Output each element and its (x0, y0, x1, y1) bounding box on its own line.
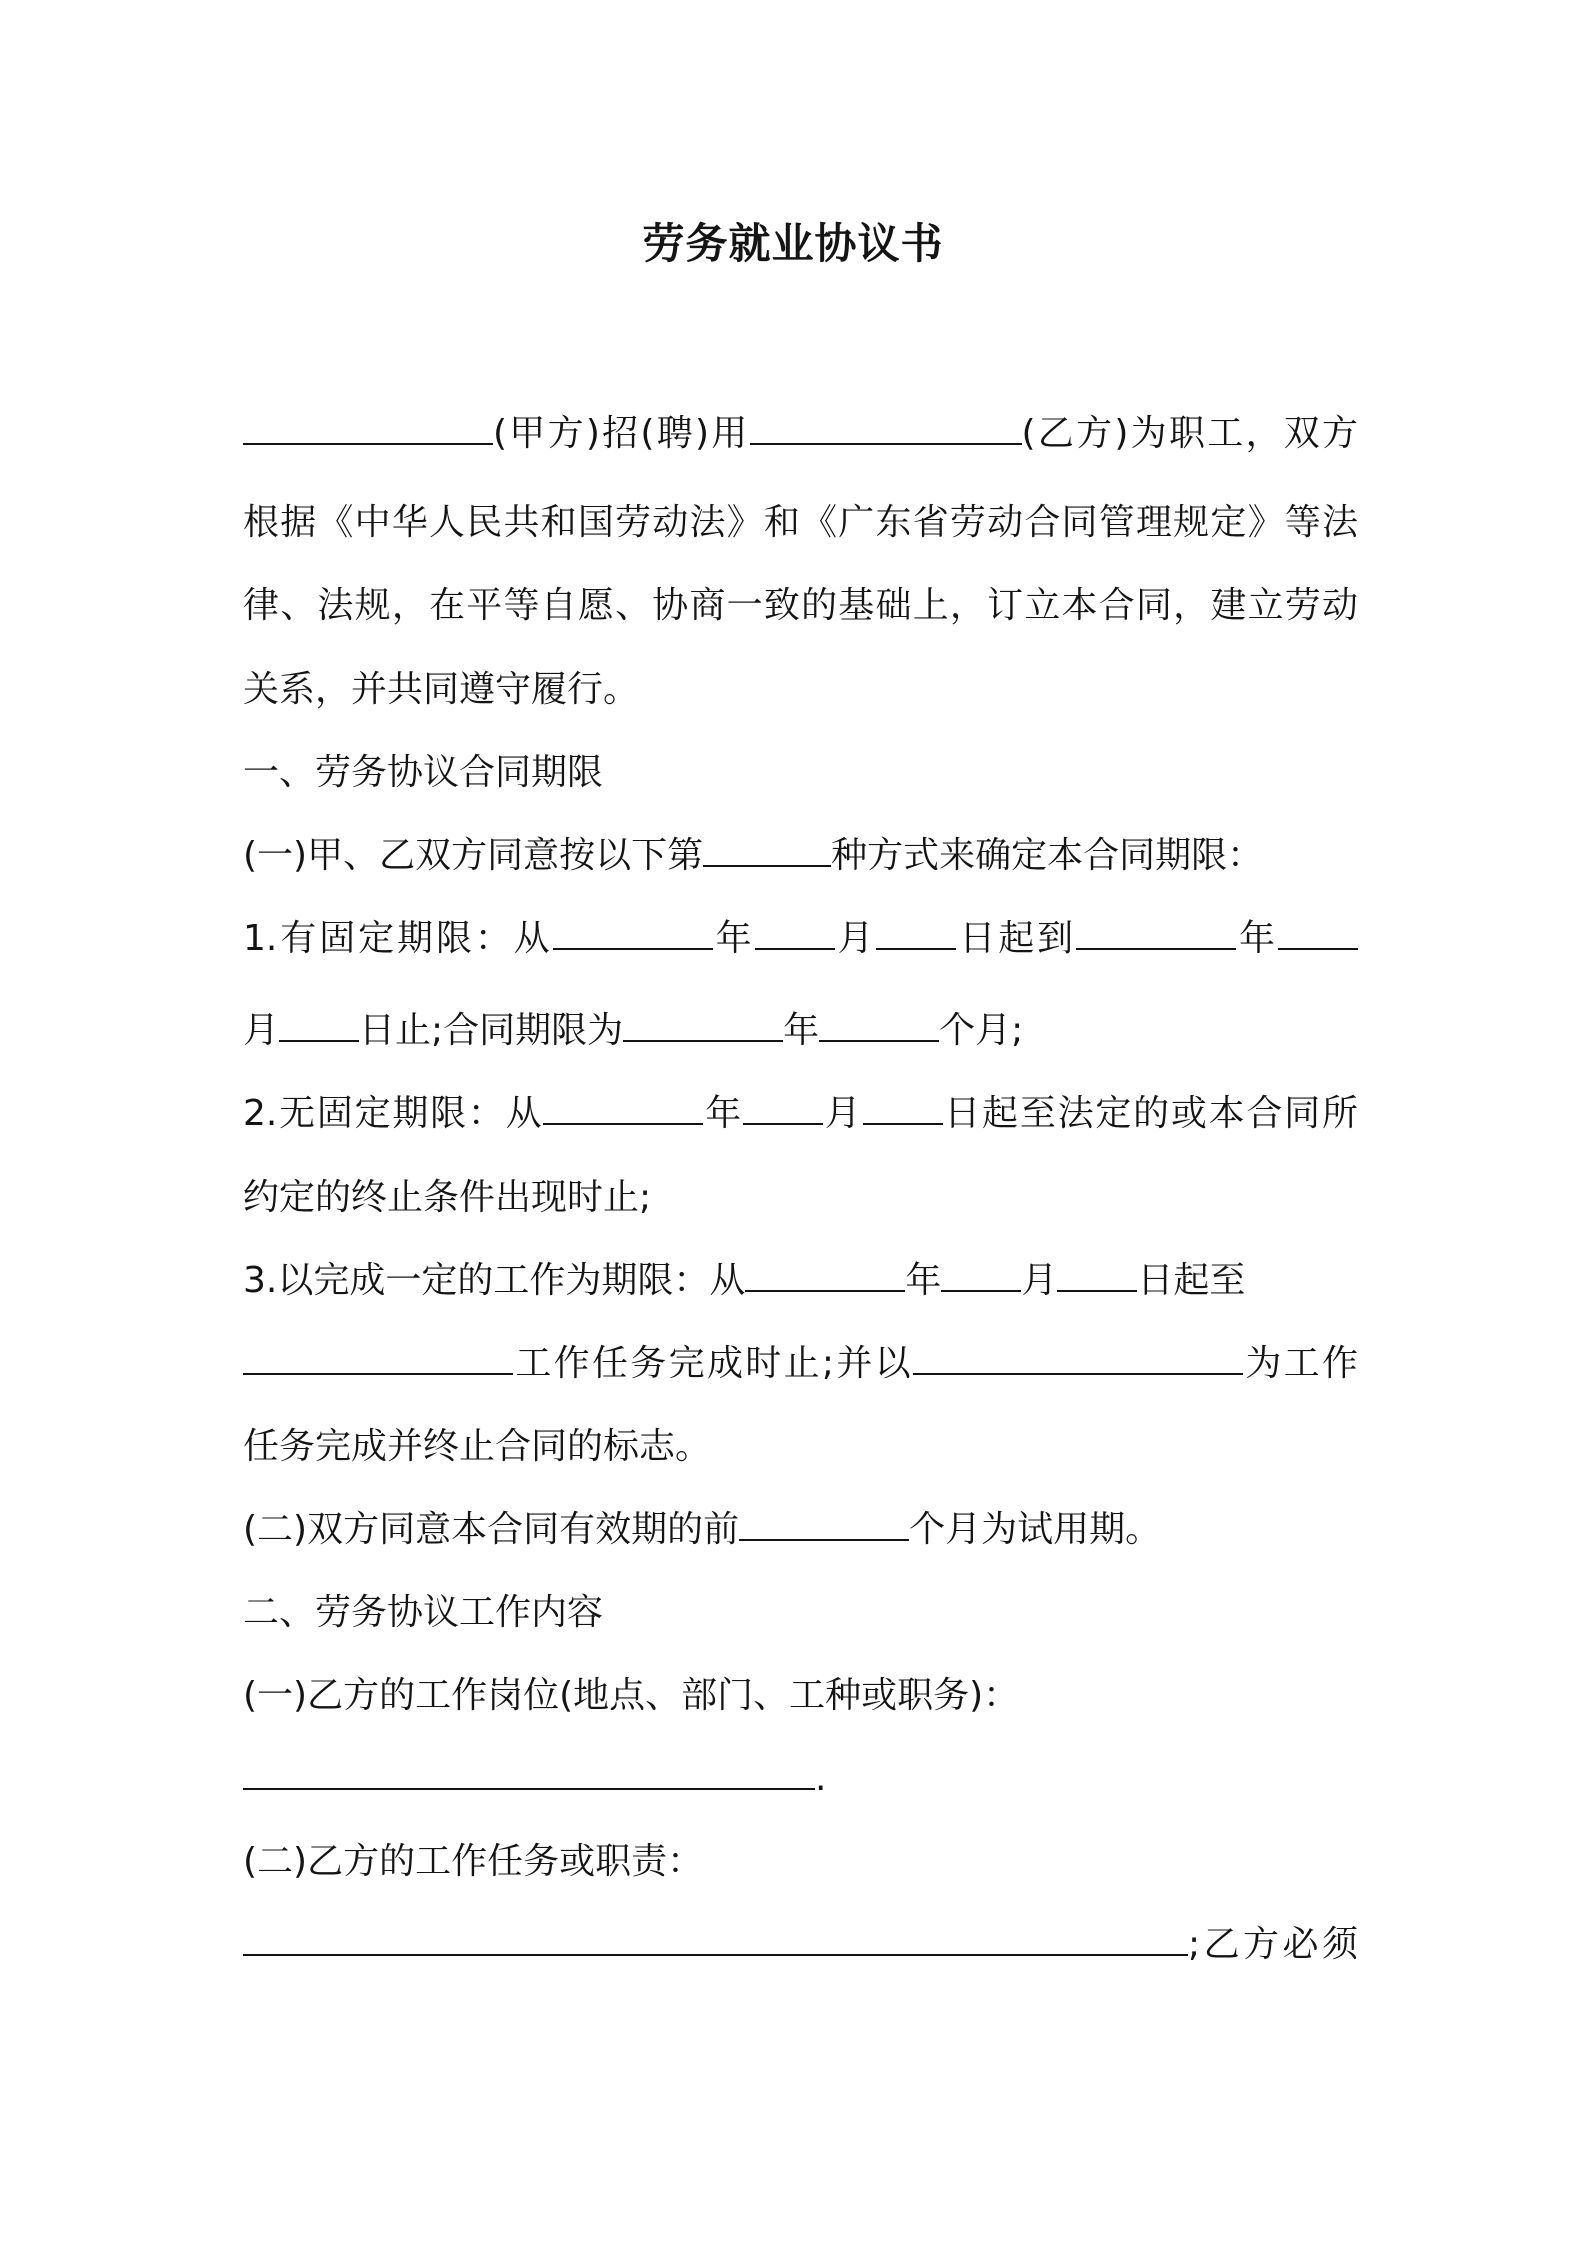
section-heading-text: 一、劳务协议合同期限 (243, 752, 604, 793)
line-text: 个月为试用期。 (909, 1509, 1162, 1550)
line-text: 种方式来确定本合同期限： (831, 835, 1264, 876)
fill-in-blank[interactable] (739, 1509, 909, 1541)
line-text: (二)双方同意本合同有效期的前 (243, 1509, 740, 1550)
line-text: 月 (834, 918, 877, 959)
line-text: 1.有固定期限：从 (243, 918, 553, 959)
fill-in-blank[interactable] (913, 1343, 1243, 1375)
section-heading (243, 1587, 1358, 1639)
line-text: 工作任务完成时止;并以 (513, 1343, 914, 1384)
paragraph-line (243, 1670, 1358, 1722)
fill-in-blank[interactable] (243, 1343, 513, 1375)
fill-in-blank[interactable] (941, 1260, 1021, 1292)
paragraph-line (243, 913, 1358, 965)
fill-in-blank[interactable] (243, 413, 493, 445)
paragraph-line (243, 1753, 1358, 1805)
paragraph-line (243, 1919, 1358, 1971)
fill-in-blank[interactable] (623, 1010, 783, 1042)
fill-in-blank[interactable] (243, 1924, 1188, 1956)
fill-in-blank[interactable] (1057, 1260, 1137, 1292)
line-text: 年 (712, 918, 755, 959)
fill-in-blank[interactable] (876, 918, 956, 950)
line-text: 为工作 (1243, 1343, 1358, 1384)
line-text: 年 (703, 1093, 743, 1134)
line-text: 月 (1021, 1260, 1058, 1301)
line-text: 日起至 (1137, 1260, 1246, 1301)
paragraph-line (243, 664, 1358, 716)
line-text: 日起到 (956, 918, 1077, 959)
fill-in-blank[interactable] (703, 835, 831, 867)
line-text: 月 (243, 1010, 280, 1051)
paragraph-line (243, 1338, 1358, 1390)
paragraph-line (243, 1172, 1358, 1224)
fill-in-blank[interactable] (243, 1758, 815, 1790)
line-text: (一)乙方的工作岗位(地点、部门、工种或职务)： (243, 1675, 1020, 1716)
line-text: 日起至法定的或本合同所 (942, 1093, 1358, 1134)
fill-in-blank[interactable] (553, 918, 713, 950)
fill-in-blank[interactable] (745, 1260, 905, 1292)
line-text: 律、法规，在平等自愿、协商一致的基础上，订立本合同，建立劳动 (243, 585, 1358, 626)
fill-in-blank[interactable] (819, 1010, 939, 1042)
paragraph-line (243, 580, 1358, 632)
fill-in-blank[interactable] (743, 1093, 823, 1125)
paragraph-line (243, 1088, 1358, 1140)
line-text: 根据《中华人民共和国劳动法》和《广东省劳动合同管理规定》等法 (243, 502, 1358, 543)
document-title: 劳务就业协议书 (642, 219, 944, 268)
line-text: (一)甲、乙双方同意按以下第 (243, 835, 704, 876)
line-text: 年 (1236, 918, 1278, 959)
fill-in-blank[interactable] (543, 1093, 703, 1125)
line-text: 约定的终止条件出现时止; (243, 1177, 652, 1218)
line-text: 2.无固定期限：从 (243, 1093, 544, 1134)
line-text: . (815, 1758, 827, 1799)
fill-in-blank[interactable] (1076, 918, 1236, 950)
line-text: 关系，并共同遵守履行。 (243, 669, 640, 710)
section-heading-text: 二、劳务协议工作内容 (243, 1592, 604, 1633)
line-text: 个月; (939, 1010, 1024, 1051)
line-text: 任务完成并终止合同的标志。 (243, 1426, 712, 1467)
fill-in-blank[interactable] (1278, 918, 1358, 950)
line-text: 日止;合同期限为 (359, 1010, 624, 1051)
section-heading (243, 747, 1358, 799)
line-text: 月 (823, 1093, 863, 1134)
paragraph-line (243, 497, 1358, 549)
line-text: 年 (783, 1010, 820, 1051)
fill-in-blank[interactable] (863, 1093, 943, 1125)
line-text: 年 (905, 1260, 942, 1301)
fill-in-blank[interactable] (279, 1010, 359, 1042)
paragraph-line (243, 830, 1358, 882)
line-text: 3.以完成一定的工作为期限：从 (243, 1260, 746, 1301)
paragraph-line (243, 408, 1358, 460)
paragraph-line (243, 1005, 1358, 1057)
fill-in-blank[interactable] (750, 413, 1022, 445)
line-text: ;乙方必须 (1188, 1924, 1358, 1965)
line-text: (二)乙方的工作任务或职责： (243, 1841, 704, 1882)
line-text: (乙方)为职工，双方 (1021, 413, 1358, 454)
paragraph-line (243, 1421, 1358, 1473)
line-text: (甲方)招(聘)用 (493, 413, 750, 454)
paragraph-line (243, 1255, 1358, 1307)
paragraph-line (243, 1836, 1358, 1888)
paragraph-line (243, 1504, 1358, 1556)
fill-in-blank[interactable] (755, 918, 835, 950)
